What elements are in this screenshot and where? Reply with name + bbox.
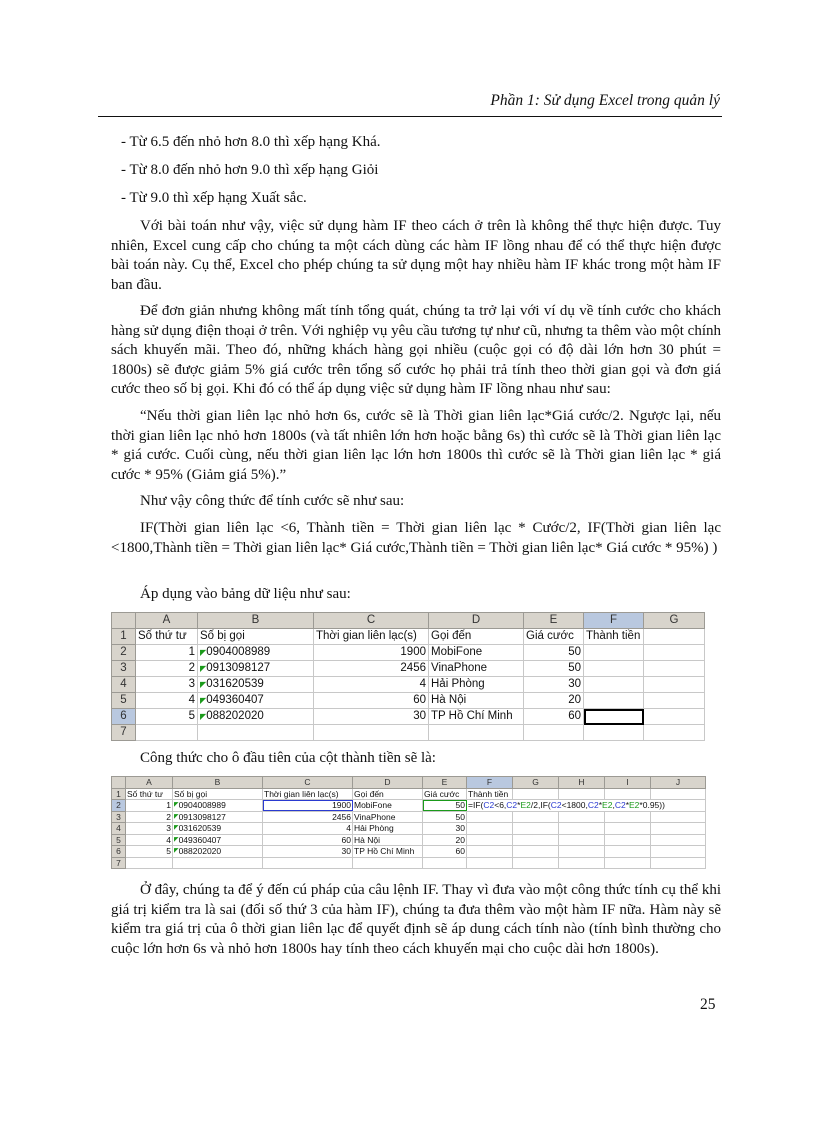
table-row — [112, 788, 706, 800]
corner-cell[interactable] — [112, 613, 136, 629]
cell[interactable]: MobiFone — [353, 800, 423, 812]
cell[interactable] — [605, 857, 651, 869]
bullet-xuat-sac: - Từ 9.0 thì xếp hạng Xuất sắc. — [121, 190, 307, 206]
cell[interactable] — [513, 857, 559, 869]
cell[interactable]: 50 — [423, 811, 467, 823]
cell[interactable]: 4 — [126, 834, 173, 846]
cell[interactable]: ◤049360407 — [173, 834, 263, 846]
column-header-a[interactable]: A — [126, 777, 173, 789]
header-rule — [98, 116, 722, 117]
cell[interactable] — [644, 693, 705, 709]
cell[interactable]: Giá cước — [423, 788, 467, 800]
cell[interactable] — [644, 661, 705, 677]
cell[interactable]: ◤0913098127 — [173, 811, 263, 823]
corner-cell[interactable] — [112, 777, 126, 789]
cell[interactable] — [584, 677, 644, 693]
column-header-row — [112, 613, 705, 629]
column-header-e[interactable]: E — [524, 613, 584, 629]
cell[interactable] — [513, 846, 559, 858]
cell[interactable]: 50 — [524, 645, 584, 661]
paragraph-1: Với bài toán như vậy, việc sử dụng hàm IF theo cách ở trên là không thể thực hiện được. Tuy nhiên, Excel cung cấp cho chúng ta một cách dùng các hàm IF lồng nhau để có thể thực hiện được bài toán này. Cụ thể, Excel cho phép chúng ta sử dụng một hay nhiều hàm IF khác trong một hàm IF ban đầu. — [111, 218, 721, 293]
column-header-h[interactable]: H — [559, 777, 605, 789]
cell[interactable] — [644, 725, 705, 741]
column-header-b[interactable]: B — [198, 613, 314, 629]
cell[interactable]: 2456 — [263, 811, 353, 823]
cell[interactable]: 1900 — [314, 645, 429, 661]
cell[interactable]: Số bị gọi — [173, 788, 263, 800]
cell[interactable]: 5 — [136, 709, 198, 725]
column-header-d[interactable]: D — [353, 777, 423, 789]
cell[interactable] — [559, 788, 605, 800]
cell[interactable]: 2 — [136, 661, 198, 677]
cell[interactable] — [423, 857, 467, 869]
cell[interactable] — [651, 823, 706, 835]
cell[interactable]: 30 — [524, 677, 584, 693]
cell[interactable]: 4 — [263, 823, 353, 835]
cell[interactable] — [605, 846, 651, 858]
cell[interactable] — [644, 677, 705, 693]
cell[interactable]: ◤049360407 — [198, 693, 314, 709]
cell[interactable]: 20 — [423, 834, 467, 846]
cell[interactable] — [353, 857, 423, 869]
column-header-c[interactable]: C — [263, 777, 353, 789]
cell[interactable] — [651, 834, 706, 846]
cell[interactable]: ◤088202020 — [198, 709, 314, 725]
column-header-g[interactable]: G — [513, 777, 559, 789]
page-number: 25 — [700, 996, 716, 1013]
paragraph-4: Như vậy công thức để tính cước sẽ như sau: — [140, 493, 405, 509]
cell[interactable]: VinaPhone — [353, 811, 423, 823]
cell[interactable]: ◤031620539 — [173, 823, 263, 835]
row-header[interactable]: 7 — [112, 725, 136, 741]
table-row — [112, 645, 705, 661]
cell[interactable] — [198, 725, 314, 741]
cell[interactable]: Gọi đến — [429, 629, 524, 645]
row-header[interactable]: 5 — [112, 693, 136, 709]
paragraph-3: “Nếu thời gian liên lạc nhỏ hơn 6s, cước sẽ là Thời gian liên lạc*Giá cước/2. Ngược lại, nếu thời gian liên lạc nhỏ hơn 1800s (và tất nhiên lớn hơn hoặc bằng 6s) thì cước sẽ là Thời gian liên lạc * giá cước. Cuối cùng, nếu thời gian liên lạc lớn hơn 1800s thì cước sẽ là Thời gian liên lạc * giá cước * 95% (Giảm giá 5%).” — [111, 408, 721, 483]
cell[interactable]: ◤0904008989 — [198, 645, 314, 661]
row-header[interactable]: 1 — [112, 788, 126, 800]
bullet-kha: - Từ 6.5 đến nhỏ hơn 8.0 thì xếp hạng Khá. — [121, 134, 381, 150]
cell[interactable] — [644, 709, 705, 725]
paragraph-7: Công thức cho ô đầu tiên của cột thành tiền sẽ là: — [140, 750, 436, 766]
row-header[interactable]: 2 — [112, 800, 126, 812]
cell[interactable]: 30 — [263, 846, 353, 858]
cell[interactable] — [651, 811, 706, 823]
table-row — [112, 661, 705, 677]
table-row — [112, 709, 705, 725]
cell[interactable] — [429, 725, 524, 741]
table-row — [112, 823, 706, 835]
cell[interactable]: 3 — [126, 823, 173, 835]
cell[interactable]: Thời gian liên lạc(s) — [263, 788, 353, 800]
cell[interactable] — [584, 725, 644, 741]
table-row — [112, 725, 705, 741]
row-header[interactable]: 6 — [112, 709, 136, 725]
row-header[interactable]: 4 — [112, 823, 126, 835]
cell[interactable]: 1 — [136, 645, 198, 661]
paragraph-8: Ở đây, chúng ta để ý đến cú pháp của câu lệnh IF. Thay vì đưa vào một công thức tính cụ thể khi giá trị kiểm tra là sai (đối số thứ 3 của hàm IF), chúng ta đưa thêm vào một hàm IF nữa. Hàm này sẽ kiểm tra giá trị của ô thời gian liên lạc để quyết định sẽ áp dung cách tính nào (tính bình thường cho cuộc lớn hơn 6s và nhỏ hơn 1800s hay tính theo cách khuyến mại cho cuộc dài hơn 1800s). — [111, 882, 721, 957]
table-row — [112, 629, 705, 645]
cell[interactable] — [559, 857, 605, 869]
cell[interactable]: 20 — [524, 693, 584, 709]
cell[interactable]: 2456 — [314, 661, 429, 677]
paragraph-2: Để đơn giản nhưng không mất tính tổng quát, chúng ta trở lại với ví dụ về tính cước cho khách hàng sử dụng điện thoại ở trên. Với nghiệp vụ yêu cầu tương tự như cũ, nhưng ta thêm vào một chính sách khuyến mãi. Theo đó, những khách hàng gọi nhiều (cuộc gọi có độ dài lớn hơn 30 phút = 1800s) sẽ được giảm 5% giá cước trên tổng số cước họ phải trả tính theo thời gian gọi và đơn giá cước theo số bị gọi. Khi đó có thể áp dụng việc sử dụng hàm IF lồng nhau như sau: — [111, 303, 721, 397]
cell[interactable] — [605, 834, 651, 846]
row-header[interactable]: 3 — [112, 661, 136, 677]
error-indicator-icon: ◤ — [174, 802, 179, 808]
column-header-e[interactable]: E — [423, 777, 467, 789]
cell[interactable]: ◤0913098127 — [198, 661, 314, 677]
cell[interactable]: Hải Phòng — [429, 677, 524, 693]
table-row — [112, 846, 706, 858]
column-header-j[interactable]: J — [651, 777, 706, 789]
cell[interactable]: ◤031620539 — [198, 677, 314, 693]
row-header[interactable]: 4 — [112, 677, 136, 693]
cell[interactable] — [651, 846, 706, 858]
cell[interactable] — [605, 823, 651, 835]
column-header-g[interactable]: G — [644, 613, 705, 629]
column-header-f[interactable]: F — [467, 777, 513, 789]
cell[interactable]: Thời gian liên lạc(s) — [314, 629, 429, 645]
row-header[interactable]: 6 — [112, 846, 126, 858]
error-indicator-icon: ◤ — [174, 836, 179, 843]
cell[interactable] — [559, 834, 605, 846]
cell[interactable] — [651, 788, 706, 800]
cell[interactable] — [173, 857, 263, 869]
row-header[interactable]: 2 — [112, 645, 136, 661]
cell[interactable]: Số thứ tư — [126, 788, 173, 800]
cell[interactable] — [584, 693, 644, 709]
cell[interactable]: Số bị gọi — [198, 629, 314, 645]
cell[interactable]: VinaPhone — [429, 661, 524, 677]
cell[interactable] — [467, 846, 513, 858]
cell[interactable]: 30 — [314, 709, 429, 725]
table-row — [112, 693, 705, 709]
cell[interactable]: 2 — [126, 811, 173, 823]
row-header[interactable]: 5 — [112, 834, 126, 846]
cell[interactable]: 60 — [263, 834, 353, 846]
cell[interactable] — [263, 857, 353, 869]
cell[interactable]: Thành tiền — [584, 629, 644, 645]
cell[interactable]: 1 — [126, 800, 173, 812]
cell[interactable] — [605, 788, 651, 800]
cell[interactable] — [513, 823, 559, 835]
cell[interactable] — [467, 857, 513, 869]
cell[interactable]: Hà Nội — [353, 834, 423, 846]
bullet-gioi: - Từ 8.0 đến nhỏ hơn 9.0 thì xếp hạng Giỏi — [121, 162, 379, 178]
row-header[interactable]: 7 — [112, 857, 126, 869]
cell[interactable] — [605, 811, 651, 823]
cell[interactable] — [584, 645, 644, 661]
cell[interactable]: ◤0904008989 — [173, 800, 263, 812]
cell[interactable]: 5 — [126, 846, 173, 858]
cell[interactable]: Hà Nội — [429, 693, 524, 709]
cell[interactable]: Gọi đến — [353, 788, 423, 800]
cell[interactable] — [136, 725, 198, 741]
row-header[interactable]: 1 — [112, 629, 136, 645]
column-header-d[interactable]: D — [429, 613, 524, 629]
column-header-f[interactable]: F — [584, 613, 644, 629]
cell[interactable]: MobiFone — [429, 645, 524, 661]
cell[interactable]: Thành tiền — [467, 788, 513, 800]
cell[interactable] — [467, 834, 513, 846]
cell[interactable] — [314, 725, 429, 741]
cell[interactable]: 4 — [314, 677, 429, 693]
cell[interactable] — [651, 857, 706, 869]
cell[interactable]: ◤088202020 — [173, 846, 263, 858]
cell[interactable]: 60 — [314, 693, 429, 709]
spreadsheet-formula-table — [111, 776, 706, 869]
cell[interactable]: TP Hồ Chí Minh — [429, 709, 524, 725]
cell[interactable]: TP Hồ Chí Minh — [353, 846, 423, 858]
column-header-a[interactable]: A — [136, 613, 198, 629]
error-indicator-icon: ◤ — [200, 664, 207, 673]
active-cell-f6[interactable] — [584, 709, 644, 725]
cell[interactable] — [467, 823, 513, 835]
column-header-row — [112, 777, 706, 789]
table-row — [112, 811, 706, 823]
table-row — [112, 857, 706, 869]
cell[interactable] — [513, 788, 559, 800]
cell[interactable]: Hải Phòng — [353, 823, 423, 835]
cell[interactable] — [559, 811, 605, 823]
error-indicator-icon: ◤ — [200, 712, 207, 721]
page-header: Phần 1: Sử dụng Excel trong quản lý — [490, 92, 720, 109]
cell[interactable]: 50 — [423, 800, 467, 812]
cell[interactable] — [559, 823, 605, 835]
error-indicator-icon: ◤ — [200, 680, 207, 689]
cell[interactable]: 1900 — [263, 800, 353, 812]
cell[interactable]: 60 — [524, 709, 584, 725]
cell[interactable]: 4 — [136, 693, 198, 709]
cell[interactable] — [467, 811, 513, 823]
cell[interactable] — [513, 834, 559, 846]
error-indicator-icon: ◤ — [174, 813, 179, 820]
cell[interactable] — [584, 661, 644, 677]
table-row — [112, 677, 705, 693]
error-indicator-icon: ◤ — [174, 825, 179, 831]
cell[interactable] — [524, 725, 584, 741]
row-header[interactable]: 3 — [112, 811, 126, 823]
error-indicator-icon: ◤ — [200, 696, 207, 705]
cell[interactable]: 30 — [423, 823, 467, 835]
column-header-c[interactable]: C — [314, 613, 429, 629]
paragraph-6: Áp dụng vào bảng dữ liệu như sau: — [140, 586, 351, 602]
cell[interactable] — [559, 846, 605, 858]
cell[interactable] — [126, 857, 173, 869]
cell[interactable]: 60 — [423, 846, 467, 858]
cell[interactable] — [513, 811, 559, 823]
error-indicator-icon: ◤ — [200, 648, 207, 657]
column-header-i[interactable]: I — [605, 777, 651, 789]
cell[interactable]: 3 — [136, 677, 198, 693]
cell[interactable] — [644, 629, 705, 645]
spreadsheet-data-table — [111, 612, 705, 741]
cell[interactable] — [644, 645, 705, 661]
cell[interactable]: 50 — [524, 661, 584, 677]
error-indicator-icon: ◤ — [174, 848, 179, 854]
cell[interactable]: Số thứ tư — [136, 629, 198, 645]
cell[interactable]: Giá cước — [524, 629, 584, 645]
table-row — [112, 800, 706, 812]
column-header-b[interactable]: B — [173, 777, 263, 789]
formula-cell-f2[interactable]: =IF(C2<6,C2*E2/2,IF(C2<1800,C2*E2,C2*E2*0.95)) — [467, 800, 706, 812]
paragraph-5: IF(Thời gian liên lạc <6, Thành tiền = Thời gian liên lạc * Cước/2, IF(Thời gian liên lạc <1800,Thành tiền = Thời gian liên lạc* Giá cước,Thành tiền = Thời gian liên lạc* Giá cước * 95%) ) — [111, 520, 721, 556]
table-row — [112, 834, 706, 846]
